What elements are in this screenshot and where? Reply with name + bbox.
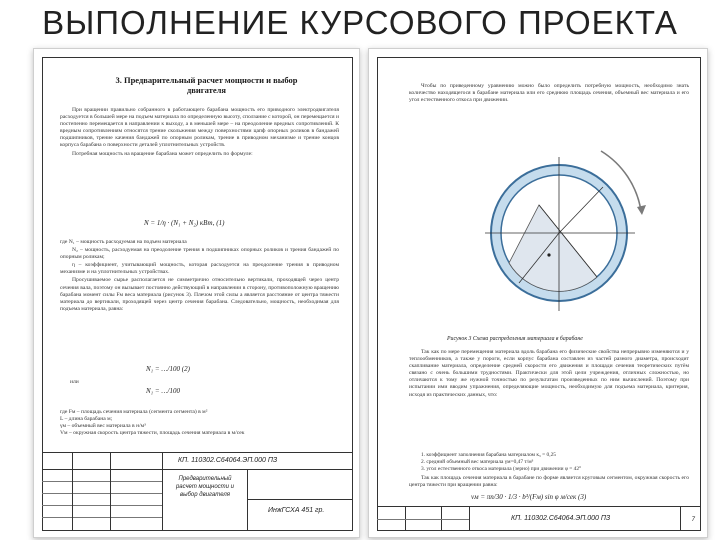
document-name [164, 475, 246, 499]
title-block-stamp [42, 452, 353, 531]
paragraph: Просушиваемое сырье располагается не симметрично относительно вертикали, проходящей через центр сечения вала, поэтому он вызывает постоянно действующий в направлении в сторону, противоположную вращению барабана момент силы Fм веса материала (рисунок 3). Плечом этой силы а является расстояние от центра тяжести материала до вертикали, проходящей через центр сечения барабана. Следовательно, мощность, необходимая для подъема материала, равна: [60, 277, 339, 312]
document-name-line: выбор двигателя [179, 492, 230, 498]
legend-line: Vм – окружная скорость центра тяжести, площадь сечения материала в м/сек [60, 430, 245, 437]
paragraph: где N₁ – мощность расходуемая на подъем материала [60, 239, 187, 245]
paragraph: η – коэффициент, учитывающий мощность, которая расходуется на преодоление трения в приводном механизме и на уплотнительных устройствах. [60, 262, 339, 276]
page-number: 7 [691, 517, 695, 523]
formula-power: N = 1/η · (N₁ + N₂) кВт, (1) [144, 219, 225, 227]
group-label: ИнжГСХА 451 гр. [268, 507, 325, 514]
body-text-block-2 [60, 239, 339, 314]
rotation-arrow-head [637, 205, 646, 215]
left-document-page [33, 48, 360, 538]
formula-n1-alt: N₁ = …/100 [146, 387, 180, 395]
parameters-list [421, 452, 581, 473]
document-name-line: Предварительный [178, 476, 232, 482]
word-or: или [70, 379, 79, 385]
legend-block [60, 409, 339, 437]
body-text-block-2 [409, 349, 689, 400]
paragraph: Чтобы по приведенному уравнению можно было определить потребную мощность, необходимо знать количество находящегося в барабане материала или его среднюю площадь сечения, объемный вес материала и его угол естественного откоса при движении. [409, 83, 689, 104]
list-item: 3. угол естественного откоса материала (зерно) при движении φ = 42° [421, 466, 582, 472]
list-item: 2. средний объемный вес материала γм=0,47 т/м³ [421, 459, 534, 465]
legend-line: где Fм – площадь сечения материала (сегмента сегмента) в м² [60, 409, 208, 415]
heading-line-2: двигателя [187, 85, 226, 95]
paragraph: N₂ – мощность, расходуемая на преодоление трения в подшипниках опорных роликов и трения бандажей по опорным роликам; [60, 247, 339, 261]
paragraph: При вращении правильно собранного в работающего барабана мощность его приводного электродвигателя расходуется в большей мере на подъем материала по определенную высоту, сползание с которой, он перемещается и постепенно перемещается в направлении к выходу, а в меньшей мере – на преодоление вредных сопротивлений. К вредным сопротивлениям относятся трение скольжения между поверхностями цапф опорных роликов в бандажей подшипников, трение качения бандажей по опорным роликам, трение в приводном механизме и трение концов корпуса барабана о поверхности деталей уплотнительных устройств. [60, 107, 339, 149]
list-item: 1. коэффициент заполнения барабана материалом к₃ = 0,25 [421, 452, 556, 458]
drum-material-diagram [479, 115, 649, 327]
paragraph: Так как по мере перемещения материала вдоль барабана его физические свойства непрерывно изменяются и у теплообменников, а также у пороги, если корпус барабана составлен из частей разного диаметра, происходит скапливание материала, определение средней скорости его движения и площади сечения теоретических путём связано с очень большими трудностями. Практически для этой цели учреждения, отличных сложностью, но отличаются к тому же нужной точностью по результатам произведенных по ним вычислений. Поэтому при испытании ими вводим упражнения, определяющие мощность, необходимую для подъема материала, критерия, исходя из практических данных, что: [409, 349, 689, 398]
legend-line: γм – объемный вес материала в н/м³ [60, 423, 146, 430]
document-code: КП. 110302.С64064.ЭП.000 ПЗ [178, 457, 278, 464]
body-text-block-1 [409, 83, 689, 105]
section-heading [74, 75, 339, 95]
body-text-block-1 [60, 107, 339, 159]
right-document-page [368, 48, 708, 538]
figure-caption: Рисунок 3 Схема распределения материала в барабане [447, 336, 583, 342]
center-of-gravity-dot [547, 253, 550, 256]
document-name-line: расчет мощности и [175, 484, 235, 490]
paragraph: Так как площадь сечения материала в барабане по форме является круговым сегментом, окружная скорость его центра тяжести при вращении равна: [409, 475, 689, 489]
paragraph: Потребная мощность на вращение барабана может определить по формуле: [72, 150, 253, 157]
body-text-block-3 [409, 475, 689, 490]
document-code: КП. 110302.С64064.ЭП.000 ПЗ [511, 515, 611, 522]
slide-title: ВЫПОЛНЕНИЕ КУРСОВОГО ПРОЕКТА [42, 4, 678, 41]
title-block-stamp [377, 506, 701, 531]
heading-line-1: 3. Предварительный расчет мощности и выбор [115, 75, 298, 85]
formula-n1: N₁ = …/100 (2) [146, 365, 190, 373]
legend-line: L – длина барабана м; [60, 416, 113, 423]
formula-velocity: vм = πn/30 · 1/3 · b³/(Fм) sin φ м/сек (3) [471, 493, 587, 501]
